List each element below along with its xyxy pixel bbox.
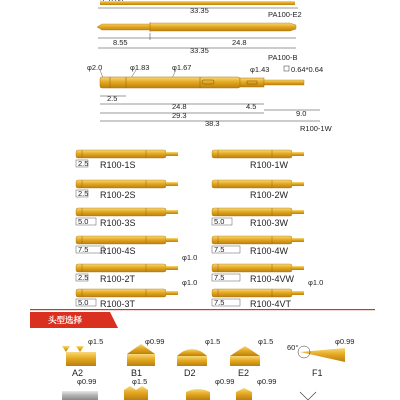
section-title: 头型选择	[48, 315, 83, 325]
variant-right-3	[212, 236, 304, 256]
probe-pa100-b	[97, 22, 297, 62]
d-tail: φ1.43	[250, 65, 270, 74]
variant-tip-dia: φ1.0	[308, 278, 324, 287]
s4: 9.0	[296, 109, 307, 118]
variant-dim: 7.5	[214, 273, 225, 282]
probe-b-body	[97, 23, 296, 31]
variant-right-2	[212, 208, 304, 228]
variant-body	[212, 236, 292, 244]
head-e2-name: E2	[238, 368, 250, 378]
variant-body	[76, 180, 166, 188]
variant-dim: 7.5	[214, 298, 225, 307]
s1: 2.5	[107, 94, 118, 103]
variant-body	[76, 289, 166, 297]
head-f1-dia: φ0.99	[335, 337, 355, 346]
variant-name: R100-3S	[100, 218, 136, 228]
variant-dim: 2.5	[78, 159, 89, 168]
head-b1-name: B1	[131, 368, 143, 378]
variant-name: R100-2S	[100, 190, 136, 200]
variant-body	[212, 264, 292, 272]
head-a2-name: A2	[72, 368, 84, 378]
variant-tip	[292, 182, 304, 186]
row2-dia-4: φ0.99	[257, 377, 277, 386]
variant-body	[76, 236, 166, 244]
variant-name: R100-4VW	[250, 274, 295, 284]
variant-body	[212, 150, 292, 158]
variant-name: R100-3T	[100, 299, 136, 309]
variant-left-2	[76, 208, 178, 228]
head-e2-dia: φ1.5	[258, 337, 274, 346]
variant-dim: 5.0	[214, 217, 225, 226]
variant-tip	[292, 152, 304, 156]
variant-body	[212, 289, 292, 297]
head-type-banner	[30, 309, 375, 328]
variant-name: R100-4VT	[250, 299, 292, 309]
variant-body	[76, 208, 166, 216]
variant-dim: 7.5	[78, 245, 89, 254]
s2: 24.8	[172, 102, 187, 111]
variant-tip	[166, 238, 178, 242]
variant-tip	[292, 266, 304, 270]
main-pin	[264, 80, 304, 85]
variant-body	[76, 150, 166, 158]
head-b1-dia: φ0.99	[145, 337, 165, 346]
main-barrel	[100, 77, 240, 88]
variant-tip	[166, 291, 178, 295]
variant-tip	[166, 152, 178, 156]
variant-tip	[166, 266, 178, 270]
variant-tip	[166, 210, 178, 214]
row2-dia-3: φ0.99	[215, 377, 235, 386]
main-tail	[240, 78, 264, 87]
variant-name: R100-2W	[250, 190, 289, 200]
head-f1	[287, 337, 354, 378]
variant-name: R100-4S	[100, 246, 136, 256]
head-d2-dia: φ1.5	[205, 337, 221, 346]
s5: 29.3	[172, 111, 187, 120]
variant-right-4	[212, 264, 304, 284]
variant-name: R100-1S	[100, 160, 136, 170]
variant-right-0	[212, 150, 304, 170]
head-f1-name: F1	[312, 368, 323, 378]
variant-body	[76, 264, 166, 272]
variant-dim: 2.5	[78, 189, 89, 198]
e2-name: PA100-E2	[268, 10, 302, 19]
head-d2	[177, 337, 220, 378]
variant-name: R100-2T	[100, 274, 136, 284]
variant-left-0	[76, 150, 178, 170]
head-row2	[62, 377, 316, 400]
d-left: φ2.0	[87, 63, 103, 72]
s3: 4.5	[246, 102, 257, 111]
head-e2	[230, 337, 273, 378]
variant-dim: 2.5	[78, 273, 89, 282]
head-a2	[62, 337, 103, 378]
variant-dim: 7.5	[214, 245, 225, 254]
variant-body	[212, 180, 292, 188]
b-total: 33.35	[190, 46, 209, 55]
variant-grid	[76, 150, 323, 309]
b-seg2: 24.8	[232, 38, 247, 47]
row2-dia-2: φ1.5	[132, 377, 148, 386]
d-mid: φ1.83	[130, 63, 150, 72]
variant-tip	[292, 210, 304, 214]
head-f1-angle: 60°	[287, 343, 299, 352]
head-a2-dia: φ1.5	[88, 337, 104, 346]
variant-left-1	[76, 180, 178, 200]
head-d2-name: D2	[184, 368, 196, 378]
variant-right-1	[212, 180, 304, 200]
variant-tip-dia: φ1.0	[182, 278, 198, 287]
d-square: 0.64*0.64	[291, 65, 324, 74]
variant-name: R100-4W	[250, 246, 289, 256]
b-name: PA100-B	[268, 53, 298, 62]
total: 38.3	[205, 119, 220, 128]
variant-left-4	[76, 253, 197, 284]
variant-dim: 5.0	[78, 298, 89, 307]
e2-length: 33.35	[190, 6, 209, 15]
variant-name: R100-3W	[250, 218, 289, 228]
probe-e2-body	[100, 1, 295, 5]
variant-left-3	[76, 236, 178, 256]
b-seg1: 8.55	[113, 38, 128, 47]
d-right: φ1.67	[172, 63, 192, 72]
variant-tip	[166, 182, 178, 186]
variant-tip-dia: φ1.0	[182, 253, 198, 262]
variant-left-5	[76, 278, 197, 309]
variant-body	[212, 208, 292, 216]
row2-dia-1: φ0.99	[77, 377, 97, 386]
probe-pa100-e2	[98, 0, 302, 19]
variant-tip	[292, 291, 304, 295]
variant-name: R100-1W	[250, 160, 289, 170]
probe-r100-1w-main	[87, 63, 333, 133]
variant-dim: 5.0	[78, 217, 89, 226]
head-b1	[127, 337, 164, 378]
main-name: R100-1W	[300, 124, 332, 133]
variant-tip	[292, 238, 304, 242]
